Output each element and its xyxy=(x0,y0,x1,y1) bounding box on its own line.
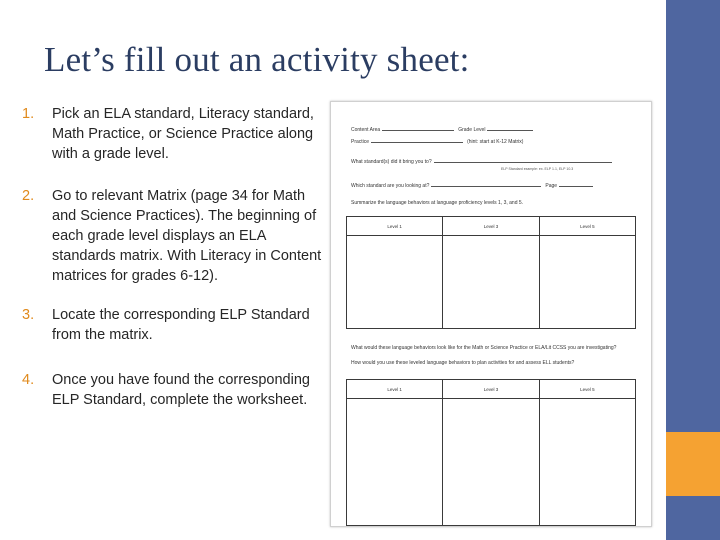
list-item xyxy=(22,104,328,164)
list-item xyxy=(22,305,328,345)
practice-label: Practice xyxy=(351,139,370,145)
page-label: Page xyxy=(545,183,558,189)
level-1-header: Level 1 xyxy=(347,217,443,236)
worksheet-which-standard-row xyxy=(351,182,597,189)
worksheet-content-area-row xyxy=(351,126,537,133)
bullet-text: Locate the corresponding ELP Standard from the matrix. xyxy=(52,307,310,343)
list-item xyxy=(22,186,328,286)
practice-hint: (hint: start at K-12 Matrix) xyxy=(467,139,524,145)
level-5-header: Level 5 xyxy=(539,217,635,236)
bullet-number: 4. xyxy=(22,372,35,388)
worksheet-image xyxy=(330,101,652,527)
bullet-number: 2. xyxy=(22,188,35,204)
list-item xyxy=(22,370,328,410)
question-1: What would these language behaviors look like for the Math or Science Practice or ELA/Lit CCSS you are investigating? xyxy=(351,345,617,351)
levels-table-1 xyxy=(346,216,636,329)
summarize-instruction: Summarize the language behaviors at language proficiency levels 1, 3, and 5. xyxy=(351,200,524,206)
which-standard-label: Which standard are you looking at? xyxy=(351,183,430,189)
instruction-list xyxy=(22,104,328,432)
level-3-header: Level 3 xyxy=(443,380,539,399)
sidebar-blue-bar xyxy=(666,0,720,432)
bullet-number: 3. xyxy=(22,307,35,323)
content-area-label: Content Area xyxy=(351,127,381,133)
standards-example: ELP Standard example: ex. ELP 1.1, ELP 10.3 xyxy=(501,167,574,171)
question-2: How would you use these leveled language behaviors to plan activities for and assess ELL students? xyxy=(351,360,575,366)
worksheet-practice-row xyxy=(351,138,523,145)
grade-level-label: Grade Level xyxy=(458,127,486,133)
bullet-text: Once you have found the corresponding ELP Standard, complete the worksheet. xyxy=(52,372,310,408)
bullet-text: Go to relevant Matrix (page 34 for Math and Science Practices). The beginning of each grade level displays an ELA standards matrix. With Literacy in Content matrices for grades 6-12). xyxy=(52,188,322,284)
bullet-number: 1. xyxy=(22,106,35,122)
level-1-header: Level 1 xyxy=(347,380,443,399)
worksheet-standards-row xyxy=(351,158,616,165)
levels-table-2 xyxy=(346,379,636,526)
standards-question: What standard(s) did it bring you to? xyxy=(351,159,432,165)
slide-title: Let’s fill out an activity sheet: xyxy=(44,40,470,79)
level-3-header: Level 3 xyxy=(443,217,539,236)
sidebar-orange-bar xyxy=(666,432,720,496)
bullet-text: Pick an ELA standard, Literacy standard, Math Practice, or Science Practice along with a grade level. xyxy=(52,106,314,162)
sidebar-blue-bar-bottom xyxy=(666,496,720,540)
level-5-header: Level 5 xyxy=(539,380,635,399)
